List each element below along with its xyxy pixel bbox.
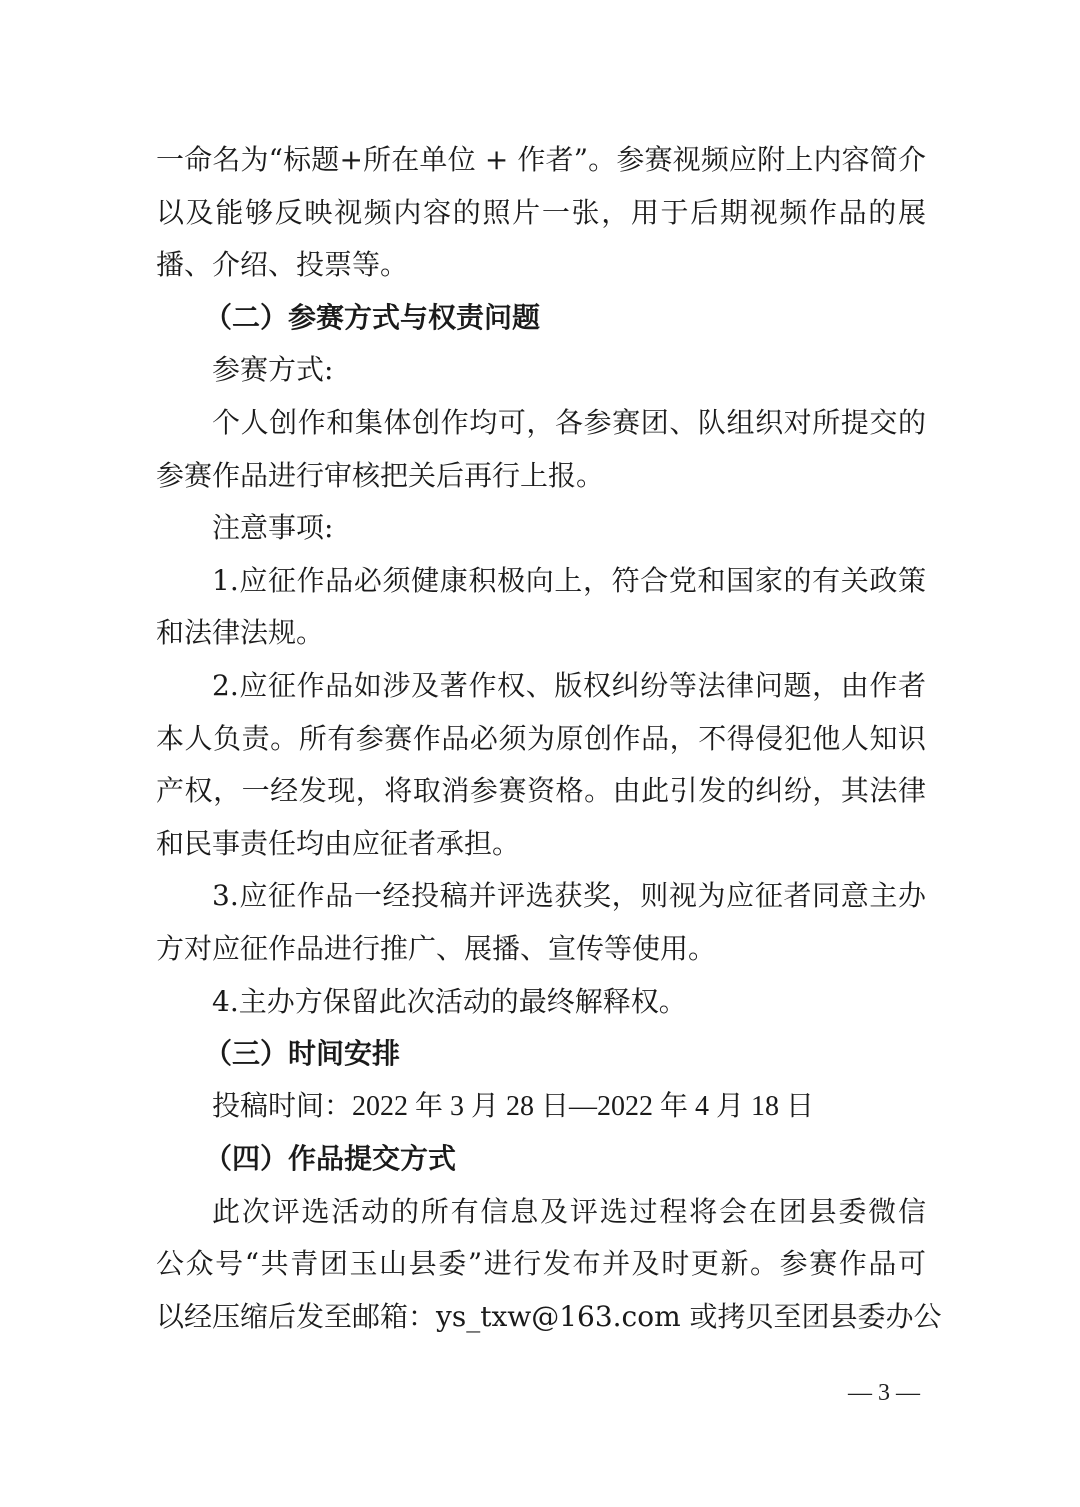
paragraph-line: 以经压缩后发至邮箱：ys_txw@163.com 或拷贝至团县委办公 <box>156 1300 942 1334</box>
paragraph-line: 本人负责。所有参赛作品必须为原创作品，不得侵犯他人知识 <box>156 721 926 755</box>
paragraph-line: 个人创作和集体创作均可，各参赛团、队组织对所提交的 <box>212 405 926 439</box>
paragraph-line: 注意事项: <box>212 511 334 545</box>
paragraph-line: 方对应征作品进行推广、展播、宣传等使用。 <box>156 931 717 965</box>
paragraph-line: 和民事责任均由应征者承担。 <box>156 826 521 860</box>
section-heading: （二）参赛方式与权责问题 <box>204 300 541 334</box>
paragraph-line: 投稿时间：2022 年 3 月 28 日—2022 年 4 月 18 日 <box>212 1090 815 1122</box>
paragraph-line: 参赛作品进行审核把关后再行上报。 <box>156 458 605 492</box>
paragraph-line: 参赛方式: <box>212 353 334 387</box>
paragraph-line: 此次评选活动的所有信息及评选过程将会在团县委微信 <box>212 1194 926 1228</box>
paragraph-line: 以及能够反映视频内容的照片一张，用于后期视频作品的展 <box>156 195 926 229</box>
paragraph-line: 公众号“共青团玉山县委”进行发布并及时更新。参赛作品可 <box>156 1247 926 1281</box>
paragraph-line: 播、介绍、投票等。 <box>156 248 409 282</box>
paragraph-line: 一命名为“标题+所在单位 + 作者”。参赛视频应附上内容简介 <box>156 143 926 176</box>
paragraph-line: 4.主办方保留此次活动的最终解释权。 <box>212 984 687 1018</box>
section-heading: （四）作品提交方式 <box>204 1142 457 1176</box>
paragraph-line: 产权，一经发现，将取消参赛资格。由此引发的纠纷，其法律 <box>156 774 926 808</box>
paragraph-line: 2.应征作品如涉及著作权、版权纠纷等法律问题，由作者 <box>212 668 926 702</box>
document-body <box>156 134 942 1344</box>
paragraph-line: 和法律法规。 <box>156 616 325 650</box>
page-number: — 3 — <box>848 1380 920 1406</box>
paragraph-line: 1.应征作品必须健康积极向上，符合党和国家的有关政策 <box>212 563 926 597</box>
section-heading: （三）时间安排 <box>204 1037 401 1071</box>
paragraph-line: 3.应征作品一经投稿并评选获奖，则视为应征者同意主办 <box>212 879 926 913</box>
